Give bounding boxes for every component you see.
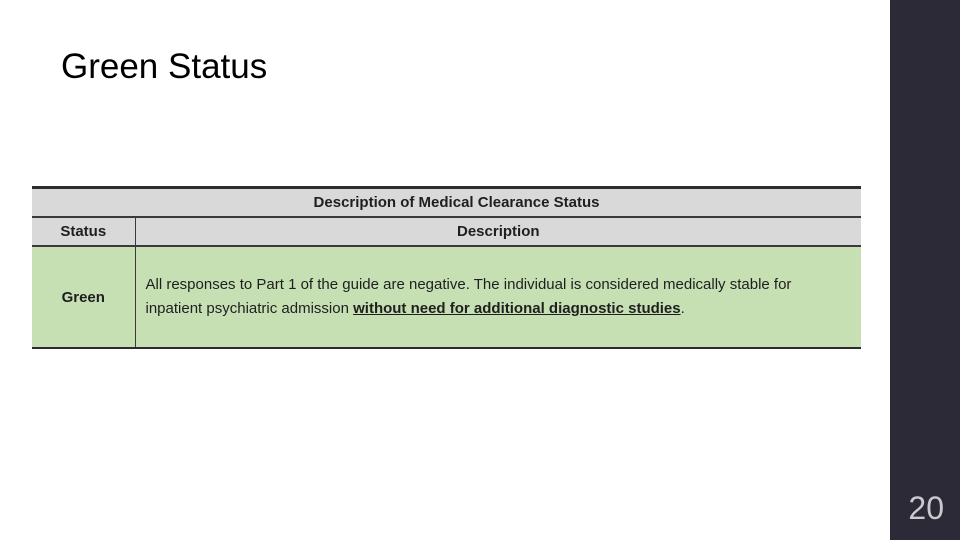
medical-clearance-table [32, 186, 861, 349]
right-sidebar [890, 0, 960, 540]
description-text: All responses to Part 1 of the guide are negative. The individual is considered medically stable for inpatient psychiatric admission [145, 276, 792, 317]
table-header-row [32, 217, 861, 246]
table-row [32, 246, 861, 348]
table-caption: Description of Medical Clearance Status [32, 188, 861, 218]
status-cell: Green [32, 246, 135, 348]
slide-title: Green Status [61, 47, 268, 86]
column-header-status: Status [32, 217, 135, 246]
table-caption-row [32, 188, 861, 218]
column-header-description: Description [135, 217, 861, 246]
page-number: 20 [908, 490, 944, 526]
description-end: . [680, 300, 685, 317]
description-emphasis: without need for additional diagnostic studies [353, 300, 681, 317]
description-cell [135, 246, 861, 348]
